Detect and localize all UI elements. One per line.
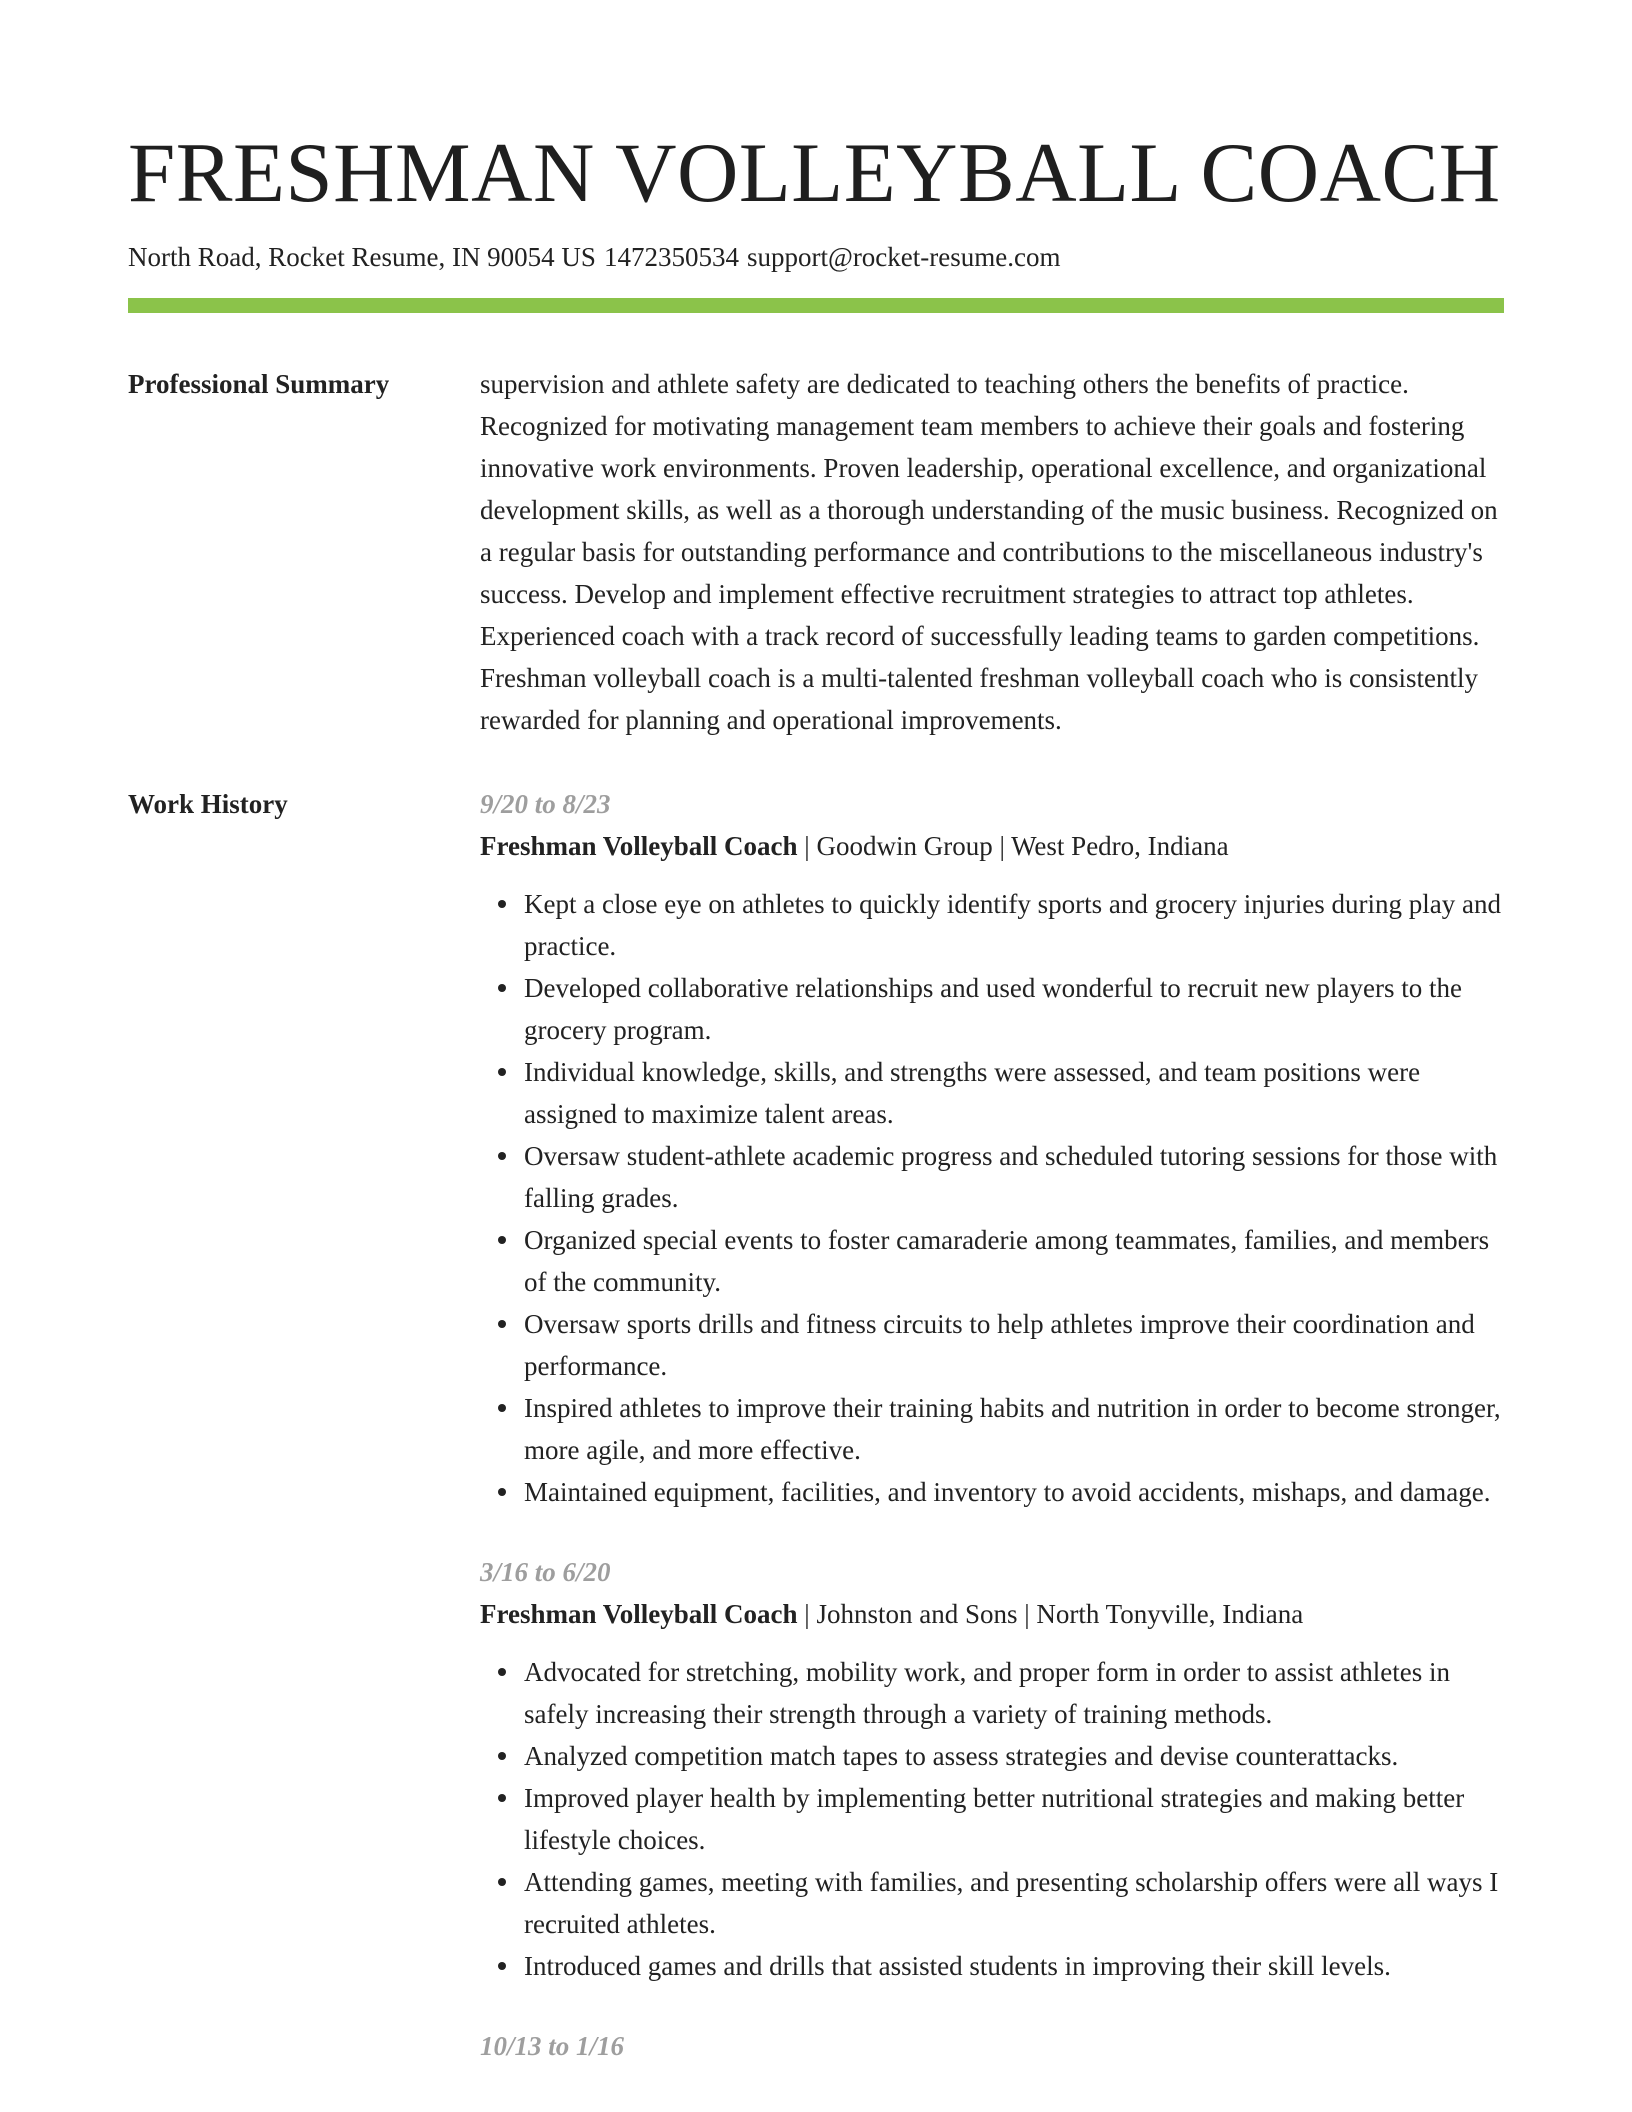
work-history-body: [480, 783, 1504, 2067]
job-entry: [480, 2025, 1504, 2067]
contact-address: North Road, Rocket Resume, IN 90054 US: [128, 242, 596, 272]
job-title-line: [480, 1593, 1504, 1635]
job-dates: 9/20 to 8/23: [480, 789, 611, 819]
job-dates: 3/16 to 6/20: [480, 1557, 611, 1587]
job-bullet: Introduced games and drills that assisted students in improving their skill levels.: [524, 1945, 1504, 1987]
section-title-summary: Professional Summary: [128, 369, 390, 399]
job-bullet: Oversaw sports drills and fitness circuits to help athletes improve their coordination and performance.: [524, 1303, 1504, 1387]
work-history-section: [128, 783, 1504, 2067]
header-divider: [128, 298, 1504, 313]
section-title-work: Work History: [128, 789, 288, 819]
contact-line: [128, 240, 1504, 274]
job-bullet: Organized special events to foster camaraderie among teammates, families, and members of the community.: [524, 1219, 1504, 1303]
contact-email: support@rocket-resume.com: [746, 242, 1061, 272]
job-bullet-list: [480, 1651, 1504, 1987]
job-entry: [480, 783, 1504, 1513]
summary-text: supervision and athlete safety are dedicated to teaching others the benefits of practice. Recognized for motivating management team members to achieve their goals and fostering innovative work environments. Proven leadership, operational excellence, and organizational development skills, as well as a thorough understanding of the music business. Recognized on a regular basis for outstanding performance and contributions to the miscellaneous industry's success. Develop and implement effective recruitment strategies to attract top athletes. Experienced coach with a track record of successfully leading teams to garden competitions. Freshman volleyball coach is a multi-talented freshman volleyball coach who is consistently rewarded for planning and operational improvements.: [480, 369, 1498, 735]
job-company-location: | Johnston and Sons | North Tonyville, Indiana: [797, 1599, 1304, 1629]
job-bullet: Improved player health by implementing better nutritional strategies and making better lifestyle choices.: [524, 1777, 1504, 1861]
job-entry: [480, 1551, 1504, 1987]
job-company-location: | Goodwin Group | West Pedro, Indiana: [797, 831, 1229, 861]
job-bullet: Inspired athletes to improve their training habits and nutrition in order to become stronger, more agile, and more effective.: [524, 1387, 1504, 1471]
job-bullet: Advocated for stretching, mobility work, and proper form in order to assist athletes in safely increasing their strength through a variety of training methods.: [524, 1651, 1504, 1735]
resume-page: [128, 118, 1504, 2067]
job-title-line: [480, 825, 1504, 867]
job-title: Freshman Volleyball Coach: [480, 1599, 798, 1629]
resume-name: FRESHMAN VOLLEYBALL COACH: [128, 126, 1501, 220]
job-dates: 10/13 to 1/16: [480, 2031, 625, 2061]
job-bullet: Attending games, meeting with families, and presenting scholarship offers were all ways I recruited athletes.: [524, 1861, 1504, 1945]
job-bullet-list: [480, 883, 1504, 1513]
contact-phone: 1472350534: [603, 242, 739, 272]
summary-body: [480, 363, 1504, 741]
job-bullet: Developed collaborative relationships and used wonderful to recruit new players to the grocery program.: [524, 967, 1504, 1051]
job-title: Freshman Volleyball Coach: [480, 831, 798, 861]
job-bullet: Oversaw student-athlete academic progress and scheduled tutoring sessions for those with falling grades.: [524, 1135, 1504, 1219]
job-bullet: Kept a close eye on athletes to quickly identify sports and grocery injuries during play and practice.: [524, 883, 1504, 967]
professional-summary-section: [128, 363, 1504, 741]
job-bullet: Analyzed competition match tapes to assess strategies and devise counterattacks.: [524, 1735, 1504, 1777]
job-bullet: Maintained equipment, facilities, and inventory to avoid accidents, mishaps, and damage.: [524, 1471, 1504, 1513]
job-bullet: Individual knowledge, skills, and strengths were assessed, and team positions were assigned to maximize talent areas.: [524, 1051, 1504, 1135]
